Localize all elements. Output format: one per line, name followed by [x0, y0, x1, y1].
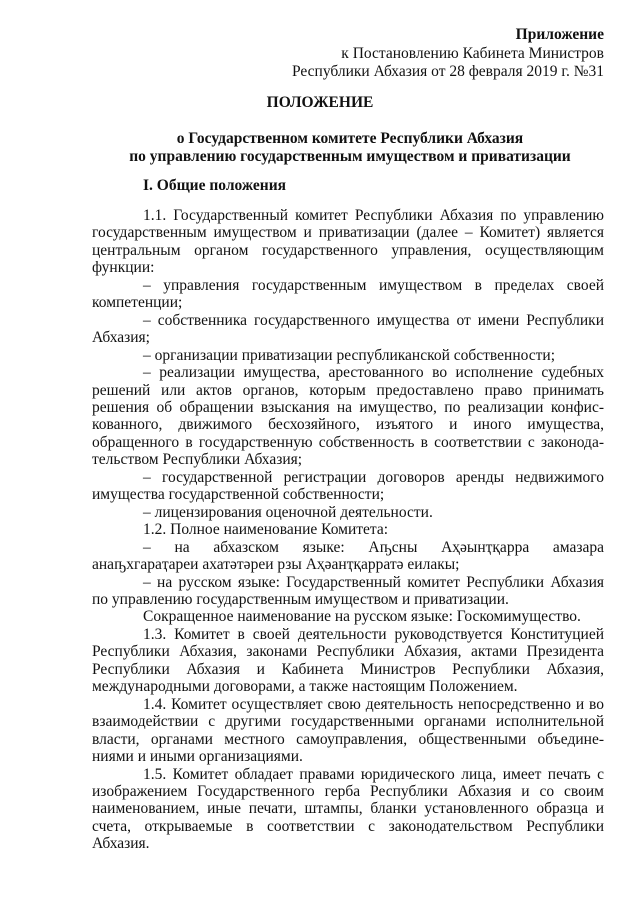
paragraph-line: ниями и иными организациями. [92, 748, 303, 766]
paragraph-line: 1.5. Комитет обладает правами юридического лица, имеет печать с [143, 765, 604, 783]
paragraph-line: решений или актов органов, которым предоставлено право принимать [92, 381, 604, 399]
appendix-label: Приложение [515, 26, 604, 43]
document-title: ПОЛОЖЕНИЕ [266, 94, 374, 111]
paragraph-line: – реализации имущества, арестованного во исполнение судебных [143, 364, 604, 382]
paragraph-line: тельством Республики Абхазия; [92, 451, 303, 469]
paragraph-line: Сокращенное наименование на русском языке: Госкомимущество. [143, 608, 581, 626]
paragraph [92, 608, 604, 625]
paragraph-line: – собственника государственного имущества от имени Республики [143, 311, 604, 329]
paragraph [92, 277, 604, 312]
paragraph-line: международными договорами, а также настоящим Положением. [92, 678, 518, 696]
paragraph [92, 347, 604, 364]
paragraph-line: государственным имуществом и приватизации (далее – Комитет) является [92, 224, 604, 242]
paragraph-line: 1.2. Полное наименование Комитета: [143, 521, 389, 539]
paragraph-line: имущества государственной собственности; [92, 486, 385, 504]
paragraph-line: 1.3. Комитет в своей деятельности руководствуется Конституцией [143, 625, 604, 643]
paragraph [92, 766, 604, 853]
appendix-line-1: к Постановлению Кабинета Министров [341, 44, 604, 62]
document-body [92, 207, 604, 853]
paragraph-line: анаҧхгараҭареи ахатәтәреи рзы Аҳәанҭқарратә еилакы; [92, 556, 460, 574]
paragraph-line: счета, открываемые в соответствии с законодательством Республики [92, 817, 604, 835]
appendix-line-2: Республики Абхазия от 28 февраля 2019 г. №31 [291, 63, 604, 80]
paragraph-line: Абхазия. [92, 835, 150, 853]
subtitle-line-1: о Государственном комитете Республики Абхазия [176, 130, 524, 147]
paragraph-line: Республики Абхазия, законами Республики Абхазия, актами Президента [92, 643, 604, 661]
paragraph [92, 539, 604, 574]
paragraph-line: – организации приватизации республиканской собственности; [143, 346, 556, 364]
paragraph-line: решения об обращении взыскания на имущество, по реализации конфис- [92, 398, 604, 416]
paragraph [92, 696, 604, 766]
paragraph [92, 504, 604, 521]
paragraph-line: – управления государственным имуществом в пределах своей [143, 276, 604, 294]
paragraph-line: – лицензирования оценочной деятельности. [143, 503, 433, 521]
paragraph [92, 521, 604, 538]
paragraph [92, 574, 604, 609]
paragraph [92, 626, 604, 696]
paragraph-line: – на абхазском языке: Аҧсны Аҳәынҭқарра амазара [143, 538, 604, 556]
paragraph-line: 1.1. Государственный комитет Республики Абхазия по управлению [143, 207, 604, 224]
subtitle-line-2: по управлению государственным имуществом и приватизации [129, 148, 571, 165]
paragraph [92, 207, 604, 277]
paragraph-line: центральным органом государственного управления, осуществляющим [92, 241, 604, 259]
paragraph-line: – государственной регистрации договоров аренды недвижимого [143, 468, 604, 486]
paragraph-line: Абхазия; [92, 329, 150, 347]
paragraph-line: по управлению государственным имуществом и приватизации. [92, 590, 509, 608]
paragraph-line: Республики Абхазия и Кабинета Министров Республики Абхазия, [92, 660, 604, 678]
paragraph-line: обращенного в государственную собственность в соответствии с законода- [92, 433, 604, 451]
paragraph [92, 312, 604, 347]
paragraph-line: наименованием, иные печати, штампы, бланки установленного образца и [92, 800, 604, 818]
paragraph-line: функции: [92, 259, 155, 277]
document-subtitle [0, 130, 640, 166]
section-heading: I. Общие положения [143, 177, 287, 194]
paragraph-line: кованного, движимого бесхозяйного, изъятого и иного имущества, [92, 416, 604, 434]
paragraph [92, 469, 604, 504]
paragraph-line: – на русском языке: Государственный комитет Республики Абхазия [143, 573, 604, 591]
paragraph-line: компетенции; [92, 294, 183, 312]
paragraph-line: взаимодействии с другими государственными органами исполнительной [92, 713, 604, 731]
appendix-header [292, 26, 604, 82]
paragraph-line: изображением Государственного герба Республики Абхазия и со своим [92, 782, 604, 800]
paragraph [92, 364, 604, 469]
paragraph-line: власти, органами местного самоуправления, общественными объедине- [92, 730, 604, 748]
paragraph-line: 1.4. Комитет осуществляет свою деятельность непосредственно и во [143, 695, 604, 713]
